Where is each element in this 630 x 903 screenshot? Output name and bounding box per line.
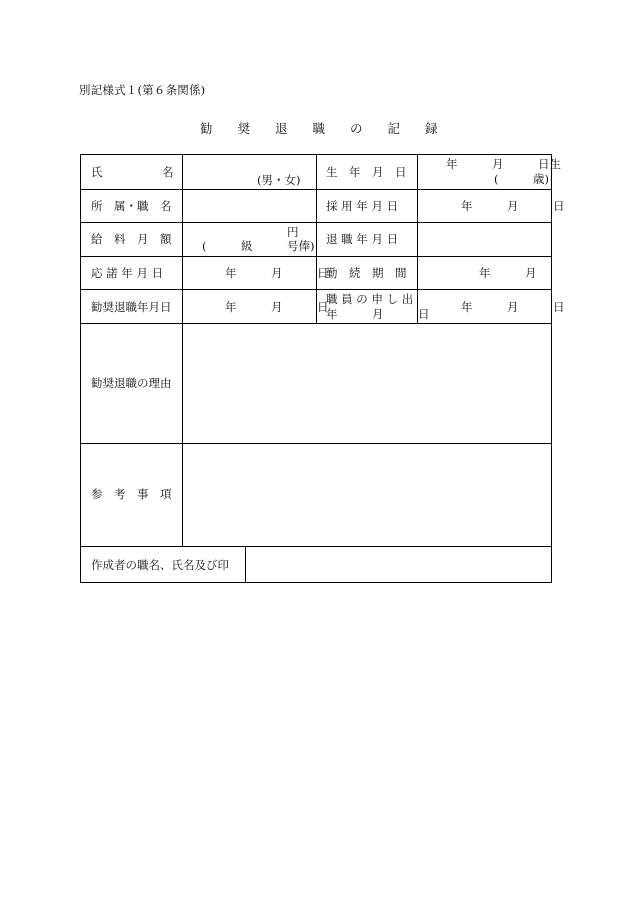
employee-request-date-value[interactable]: 年 月 日 (461, 300, 565, 314)
employee-request-date-label: 年 月 日 (326, 307, 430, 321)
form-reference-note: 別記様式１(第６条関係) (79, 83, 206, 97)
name-label-right: 名 (162, 165, 174, 179)
record-table (80, 154, 565, 583)
monthly-salary-label: 給 料 月 額 (91, 232, 172, 246)
birthdate-value[interactable]: 年 月 日生 (446, 157, 561, 171)
reference-notes-label: 参 考 事 項 (91, 487, 172, 501)
retirement-reason-field[interactable] (183, 324, 552, 443)
reference-notes-field[interactable] (183, 444, 552, 546)
column-divider (417, 155, 418, 323)
acceptance-date-value[interactable]: 年 月 日 (225, 266, 329, 280)
recommended-retirement-date-value[interactable]: 年 月 日 (225, 300, 329, 314)
author-label: 作成者の職名、氏名及び印 (91, 558, 229, 572)
salary-grade[interactable]: ( 級 号俸) (202, 239, 315, 253)
service-period-label: 勤 続 期 間 (326, 266, 407, 280)
birthdate-label: 生 年 月 日 (326, 165, 407, 179)
author-signature-field[interactable] (246, 547, 552, 583)
retirement-date-label: 退 職 年 月 日 (326, 232, 399, 246)
gender-field[interactable]: (男・女) (257, 173, 301, 187)
age-value[interactable]: ( 歳) (494, 172, 549, 186)
recommended-retirement-date-label: 勧奨退職年月日 (91, 300, 172, 314)
column-divider (316, 155, 317, 323)
document-title: 勧 奨 退 職 の 記 録 (200, 121, 438, 136)
service-period-value[interactable]: 年 月 (479, 266, 537, 280)
hire-date-value[interactable]: 年 月 日 (461, 199, 565, 213)
hire-date-label: 採 用 年 月 日 (326, 199, 399, 213)
name-label-left: 氏 (91, 165, 103, 179)
salary-yen[interactable]: 円 (287, 225, 299, 239)
employee-request-label: 職 員 の 申 し 出 (326, 292, 414, 306)
department-title-label: 所 属・職 名 (91, 199, 172, 213)
retirement-reason-label: 勧奨退職の理由 (91, 376, 172, 390)
acceptance-date-label: 応 諾 年 月 日 (91, 266, 164, 280)
